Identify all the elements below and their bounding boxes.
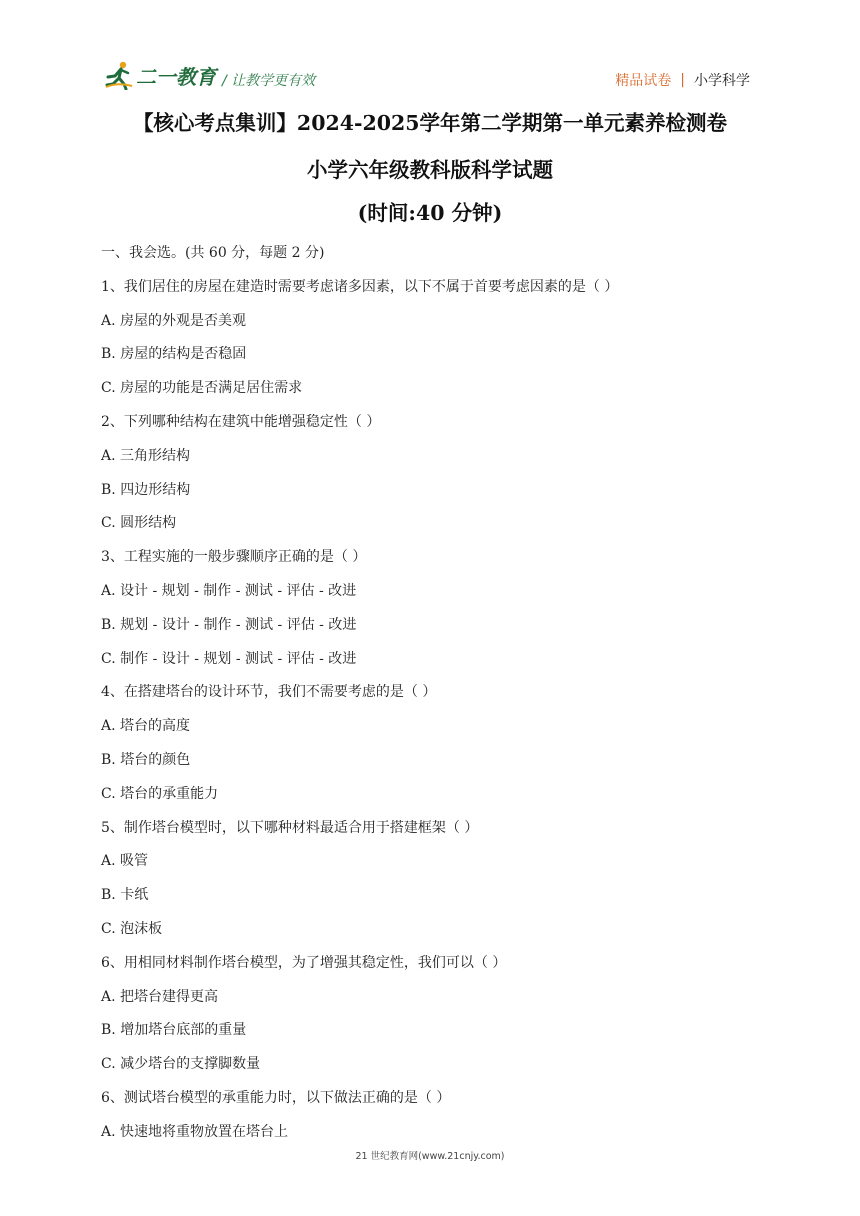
question-1-option-c: C. 房屋的功能是否满足居住需求 [101, 380, 303, 397]
logo-text: 二一教育 [136, 64, 216, 89]
question-5-option-a: A. 吸管 [101, 853, 149, 870]
section-heading: 一、我会选。(共 60 分，每题 2 分) [101, 245, 325, 261]
question-3-option-c: C. 制作 - 设计 - 规划 - 测试 - 评估 - 改进 [101, 650, 357, 667]
question-1-option-a: A. 房屋的外观是否美观 [101, 312, 247, 329]
question-2-option-a: A. 三角形结构 [101, 447, 191, 464]
question-6-option-b: B. 增加塔台底部的重量 [101, 1022, 247, 1039]
question-4-option-a: A. 塔台的高度 [101, 718, 191, 735]
question-2: 2、下列哪种结构在建筑中能增强稳定性（ ） [101, 413, 381, 430]
question-5: 5、制作塔台模型时，以下哪种材料最适合用于搭建框架（ ） [101, 819, 479, 836]
logo [104, 58, 224, 92]
question-5-option-b: B. 卡纸 [101, 887, 149, 904]
exam-subtitle: 小学六年级教科版科学试题 [307, 158, 553, 182]
question-1-option-b: B. 房屋的结构是否稳固 [101, 346, 247, 363]
tag-separator: | [680, 72, 685, 88]
subject-label: 小学科学 [694, 73, 750, 89]
exam-duration: (时间:40 分钟) [357, 201, 503, 225]
premium-label: 精品试卷 [615, 73, 672, 89]
question-3-option-a: A. 设计 - 规划 - 制作 - 测试 - 评估 - 改进 [101, 582, 357, 599]
question-4-option-c: C. 塔台的承重能力 [101, 785, 219, 802]
slogan: / 让教学更有效 [222, 73, 316, 89]
page-header [0, 0, 860, 100]
question-6-option-a: A. 把塔台建得更高 [101, 988, 219, 1005]
exam-title: 【核心考点集训】2024-2025学年第二学期第一单元素养检测卷 [132, 111, 728, 135]
question-3-option-b: B. 规划 - 设计 - 制作 - 测试 - 评估 - 改进 [101, 616, 357, 633]
question-7: 6、测试塔台模型的承重能力时，以下做法正确的是（ ） [101, 1089, 451, 1106]
question-2-option-b: B. 四边形结构 [101, 481, 191, 498]
runner-logo-icon [104, 60, 134, 90]
question-6-option-c: C. 减少塔台的支撑脚数量 [101, 1056, 261, 1073]
question-1: 1、我们居住的房屋在建造时需要考虑诸多因素，以下不属于首要考虑因素的是（ ） [101, 278, 619, 295]
question-4: 4、在搭建塔台的设计环节，我们不需要考虑的是（ ） [101, 684, 437, 701]
question-4-option-b: B. 塔台的颜色 [101, 751, 191, 768]
question-5-option-c: C. 泡沫板 [101, 920, 163, 937]
question-7-option-a: A. 快速地将重物放置在塔台上 [101, 1123, 289, 1140]
question-2-option-c: C. 圆形结构 [101, 515, 177, 532]
page-footer: 21 世纪教育网(www.21cnjy.com) [355, 1151, 505, 1162]
question-list [101, 243, 781, 1156]
question-6: 6、用相同材料制作塔台模型，为了增强其稳定性，我们可以（ ） [101, 954, 507, 971]
header-tag [615, 70, 750, 90]
question-3: 3、工程实施的一般步骤顺序正确的是（ ） [101, 549, 367, 566]
